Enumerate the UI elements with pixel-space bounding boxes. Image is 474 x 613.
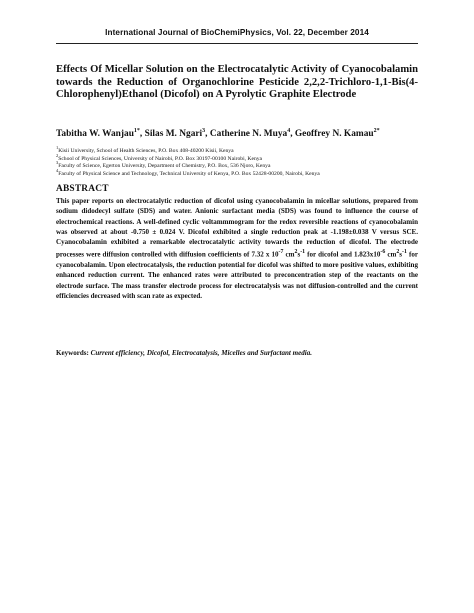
header-rule <box>56 43 418 44</box>
keywords-text: Current efficiency, Dicofol, Electrocatalysis, Micelles and Surfactant media. <box>90 349 313 357</box>
exponent: 2 <box>294 249 298 256</box>
affiliation-text: Faculty of Physical Science and Technology, Technical University of Kenya, P.O. Box 52428-00200, Nairobi, Kenya <box>58 170 320 177</box>
abstract-body <box>56 196 418 301</box>
keywords-line <box>56 348 418 358</box>
affiliation-mark: 4 <box>56 167 59 173</box>
author-list: Tabitha W. Wanjau$^{1*}$, Silas M. Ngari$^3$, Catherine N. Muya$^4$, Geoffrey N. Kamau$^{2*}$ <box>56 128 380 140</box>
author-affiliation-mark: 2* <box>373 128 380 134</box>
affiliation-mark: 2 <box>56 152 59 158</box>
article-title: Effects Of Micellar Solution on the Electrocatalytic Activity of Cyanocobalamin towards the Reduction of Organochlorine Pesticide 2,2,2-Trichloro-1,1-Bis(4-Chlorophenyl)Ethanol (Dicofol) on A Pyrolytic Graphite Electrode <box>56 64 418 101</box>
abstract-text: for dicofol and 1.823x10 <box>305 250 381 259</box>
abstract-heading: ABSTRACT <box>56 184 109 194</box>
abstract-text: s <box>399 250 403 259</box>
abstract-text: cm <box>385 250 397 259</box>
affiliation-text: School of Physical Sciences, University of Nairobi, P.O. Box 30197-00100 Nairobi, Kenya <box>58 155 263 162</box>
exponent: -7 <box>278 249 284 256</box>
author-affiliation-mark: 4 <box>287 128 291 134</box>
journal-header: International Journal of BioChemiPhysics, Vol. 22, December 2014 <box>105 28 369 37</box>
exponent: -6 <box>380 249 386 256</box>
abstract-text: s <box>297 250 301 259</box>
author-name: Tabitha W. Wanjau <box>56 129 134 140</box>
author-name: Geoffrey N. Kamau <box>294 129 374 140</box>
abstract-text: This paper reports on electrocatalytic reduction of dicofol using cyanocobalamin in micellar solutions, prepared from sodium didodecyl sulfate (SDS) and water. Anionic surfactant media (SDS) was found to influence the course of electrochemical reactions. A well-defined cyclic voltammmogram for the redox reversible reactions of cyanocobalamin was observed at about -0.750 ± 0.024 V. Dicofol exhibited a single reduction peak at -1.198±0.038 V versus SCE. Cyanocobalamin exhibited a remarkable electrocatalytic activity towards the reduction of dicofol. The electrode processes were diffusion controlled with diffusion coefficients of 7.32 x 10 <box>56 197 418 259</box>
abstract-paragraph <box>56 196 418 301</box>
author-affiliation-mark: 3 <box>202 128 206 134</box>
affiliation-text: Kisii University, School of Health Sciences, P.O. Box 408-40200 Kisii, Kenya <box>58 147 234 154</box>
exponent: -1 <box>300 249 306 256</box>
abstract-text: cm <box>283 250 295 259</box>
exponent: 2 <box>396 249 400 256</box>
affiliation-mark: 3 <box>56 160 59 165</box>
keywords-label: Keywords: <box>56 349 89 357</box>
affiliation-line <box>56 167 418 178</box>
affiliation-mark: 1 <box>56 145 59 150</box>
affiliation-text: Faculty of Science, Egerton University, Department of Chemistry, P.O. Box, 536 Njoro, Kenya <box>58 162 271 169</box>
author-name: Silas M. Ngari <box>144 129 203 140</box>
author-name: Catherine N. Muya <box>209 129 288 140</box>
abstract-text: for cyanocobalamin. Upon electrocatalysis, the reduction potential for dicofol was shifted to more positive values, exhibiting enhanced reduction current. The enhanced rates were attributed to preconcentration step of the reactants on the electrode surface. The mass transfer electrode process for electrocatalysis was not diffusion-controlled and the current efficiencies decreased with scan rate as expected. <box>56 250 419 301</box>
author-affiliation-mark: 1* <box>133 128 140 134</box>
exponent: -1 <box>402 249 407 256</box>
